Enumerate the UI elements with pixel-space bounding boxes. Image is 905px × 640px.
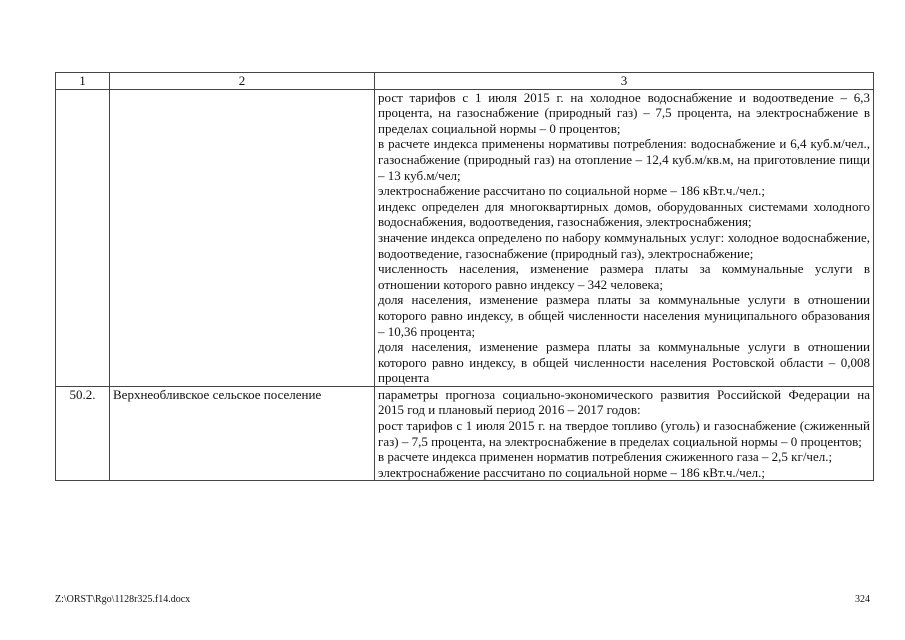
header-col-3: 3 <box>375 73 874 90</box>
description-paragraph: рост тарифов с 1 июля 2015 г. на твердое топливо (уголь) и газоснабжение (сжиженный газ) – 7,5 процента, на электроснабжение в пределах социальной нормы – 0 процентов; <box>378 418 870 449</box>
description-paragraph: электроснабжение рассчитано по социальной норме – 186 кВт.ч./чел.; <box>378 183 765 199</box>
row-number <box>56 89 110 386</box>
table-header-row <box>56 73 874 90</box>
page-footer <box>55 594 873 606</box>
row-description <box>375 386 874 481</box>
description-paragraph: индекс определен для многоквартирных домов, оборудованных системами холодного водоснабжения, водоотведения, газоснабжения, электроснабжения; <box>378 198 870 230</box>
table-row <box>56 89 874 386</box>
description-paragraph: электроснабжение рассчитано по социальной норме – 186 кВт.ч./чел.; <box>378 464 765 480</box>
description-paragraph: рост тарифов с 1 июля 2015 г. на холодное водоснабжение и водоотведение – 6,3 процента, на газоснабжение (природный газ) – 7,5 процента, на электроснабжение в пределах социальной нормы – 0 процентов; <box>378 89 870 136</box>
table-row <box>56 386 874 481</box>
description-paragraph: параметры прогноза социально-экономического развития Российской Федерации на 2015 год и плановый период 2016 – 2017 годов: <box>378 386 870 418</box>
description-paragraph: значение индекса определено по набору коммунальных услуг: холодное водоснабжение, водоотведение, газоснабжение (природный газ), электроснабжение; <box>378 229 870 261</box>
header-col-2: 2 <box>110 73 375 90</box>
row-settlement-name: Верхнеобливское сельское поселение <box>110 386 375 481</box>
footer-file-path: Z:\ORST\Rgo\1128r325.f14.docx <box>55 594 191 605</box>
description-paragraph: доля населения, изменение размера платы за коммунальные услуги в отношении которого равно индексу, в общей численности населения муниципального образования – 10,36 процента; <box>378 292 870 339</box>
description-paragraph: численность населения, изменение размера платы за коммунальные услуги в отношении которого равно индексу – 342 человека; <box>378 261 870 292</box>
header-col-1: 1 <box>56 73 110 90</box>
row-description <box>375 89 874 386</box>
row-settlement-name <box>110 89 375 386</box>
description-paragraph: в расчете индекса применен норматив потребления сжиженного газа – 2,5 кг/чел.; <box>378 449 833 465</box>
content-table <box>55 72 874 481</box>
description-paragraph: в расчете индекса применены нормативы потребления: водоснабжение и 6,4 куб.м/чел., газоснабжение (природный газ) на отопление – 12,4 куб.м/кв.м, на приготовление пищи – 13 куб.м/чел; <box>378 136 870 183</box>
footer-page-number: 324 <box>855 594 870 605</box>
row-number: 50.2. <box>56 386 110 481</box>
description-paragraph: доля населения, изменение размера платы за коммунальные услуги в отношении которого равно индексу, в общей численности населения Ростовской области – 0,008 процента <box>378 339 870 386</box>
